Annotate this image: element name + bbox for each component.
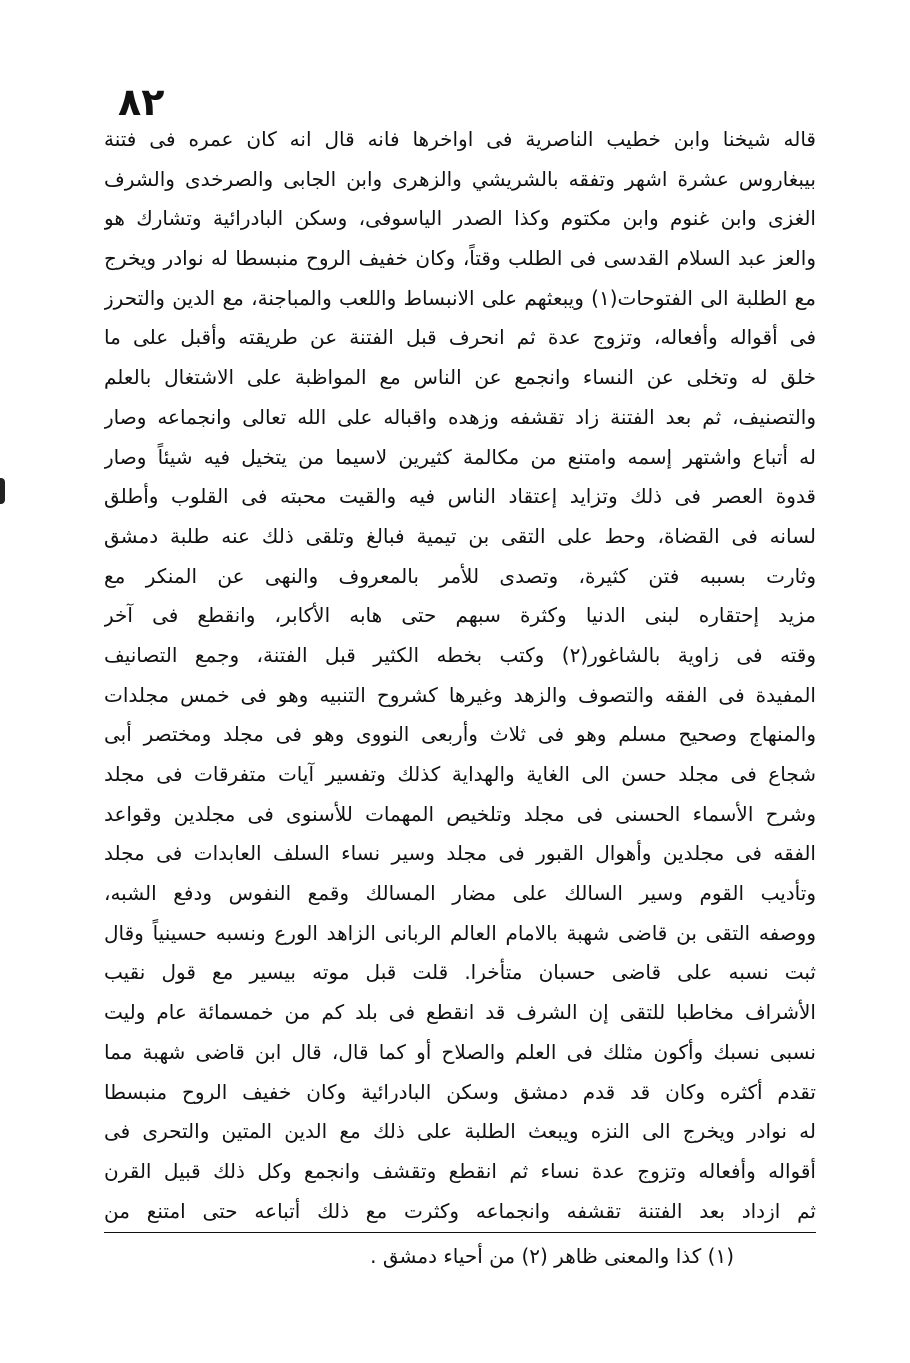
page-number: ٨٢ xyxy=(118,80,165,124)
text-line: نسبى نسبك وأكون مثلك فى العلم والصلاح أو كما قال، قال ابن قاضى شهبة مما xyxy=(104,1039,816,1064)
text-line: وشرح الأسماء الحسنى فى مجلد وتلخيص المهمات للأسنوى فى مجلدين وقواعد xyxy=(104,801,816,826)
text-line: ووصفه التقى بن قاضى شهبة بالامام العالم الربانى الزاهد الورع ونسبه حسينياً وقال xyxy=(104,920,816,945)
text-line: وتأديب القوم وسير السالك على مضار المسالك وقمع النفوس ودفع الشبه، xyxy=(104,881,816,906)
text-line: الأشراف مخاطبا للتقى إن الشرف قد انقطع فى بلد كم من خمسمائة عام وليت xyxy=(104,1000,816,1025)
text-line: والعز عبد السلام القدسى فى الطلب وقتاً، وكان خفيف الروح منبسطا له نوادر ويخرج xyxy=(104,246,816,271)
scan-edge-mark xyxy=(0,478,5,504)
main-text xyxy=(104,120,816,1231)
text-line: وقته فى زاوية بالشاغور(٢) وكتب بخطه الكثير قبل الفتنة، وجمع التصانيف xyxy=(104,642,816,667)
text-line: شجاع فى مجلد حسن الى الغاية والهداية كذلك وتفسير آيات متفرقات فى مجلد xyxy=(104,762,816,786)
text-line: مع الطلبة الى الفتوحات(١) ويبعثهم على الانبساط واللعب والمباجنة، مع الدين والتحرز xyxy=(104,285,816,310)
footnote-divider xyxy=(104,1232,816,1233)
text-line: ثبت نسبه على قاضى حسبان متأخرا. قلت قبل موته بيسير مع قول نقيب xyxy=(104,960,816,985)
text-line: الغزى وابن غنوم وابن مكتوم وكذا الصدر الياسوفى، وسكن البادرائية وتشارك هو xyxy=(104,206,816,231)
text-line: قدوة العصر فى ذلك وتزايد إعتقاد الناس فيه والقيت محبته فى القلوب وأطلق xyxy=(104,484,816,509)
text-line: والتصنيف، ثم بعد الفتنة زاد تقشفه وزهده واقباله على الله تعالى وانجماعه وصار xyxy=(104,404,816,429)
text-line: له أتباع واشتهر إسمه وامتنع من مكالمة كثيرين لاسيما من يتخيل فيه شيئاً وصار xyxy=(104,444,816,469)
text-line: قاله شيخنا وابن خطيب الناصرية فى اواخرها فانه قال انه كان عمره فى فتنة xyxy=(104,127,816,151)
text-line: لسانه فى القضاة، وحط على التقى بن تيمية فبالغ وتلقى ذلك عنه طلبة دمشق xyxy=(104,523,816,548)
text-line: والمنهاج وصحيح مسلم وهو فى ثلاث وأربعى النووى وهو فى مجلد ومختصر أبى xyxy=(104,722,816,747)
text-line: فى أقواله وأفعاله، وتزوج عدة ثم انحرف قبل الفتنة عن طريقته وأقبل على ما xyxy=(104,325,816,350)
text-line: له نوادر ويخرج الى النزه ويبعث الطلبة على ذلك مع الدين المتين والتحرى فى xyxy=(104,1119,816,1144)
text-line: مزيد إحتقاره لبنى الدنيا وكثرة سبهم حتى هابه الأكابر، وانقطع فى آخر xyxy=(104,603,816,628)
text-line: خلق له وتخلى عن النساء وانجمع عن الناس مع المواظبة على الاشتغال بالعلم xyxy=(104,365,816,390)
text-line: المفيدة فى الفقه والتصوف والزهد وغيرها كشروح التنبيه وهو فى خمس مجلدات xyxy=(104,682,816,707)
text-line: أقواله وأفعاله وتزوج عدة نساء ثم انقطع وتقشف وانجمع وكل ذلك قبيل القرن xyxy=(104,1158,816,1183)
text-line: بيبغاروس عشرة اشهر وتفقه بالشريشي والزهرى وابن الجابى والصرخدى والشرف xyxy=(104,166,816,191)
text-line: تقدم أكثره وكان قد قدم دمشق وسكن البادرائية وكان خفيف الروح منبسطا xyxy=(104,1079,816,1104)
text-line: ثم ازداد بعد الفتنة تقشفه وانجماعه وكثرت مع ذلك أتباعه حتى امتنع من xyxy=(104,1198,816,1223)
text-line: الفقه فى مجلدين وأهوال القبور فى مجلد وسير نساء السلف العابدات فى مجلد xyxy=(104,841,816,866)
footnote: (١) كذا والمعنى ظاهر (٢) من أحياء دمشق . xyxy=(370,1244,734,1268)
text-line: وثارت بسببه فتن كثيرة، وتصدى للأمر بالمعروف والنهى عن المنكر مع xyxy=(104,563,816,588)
